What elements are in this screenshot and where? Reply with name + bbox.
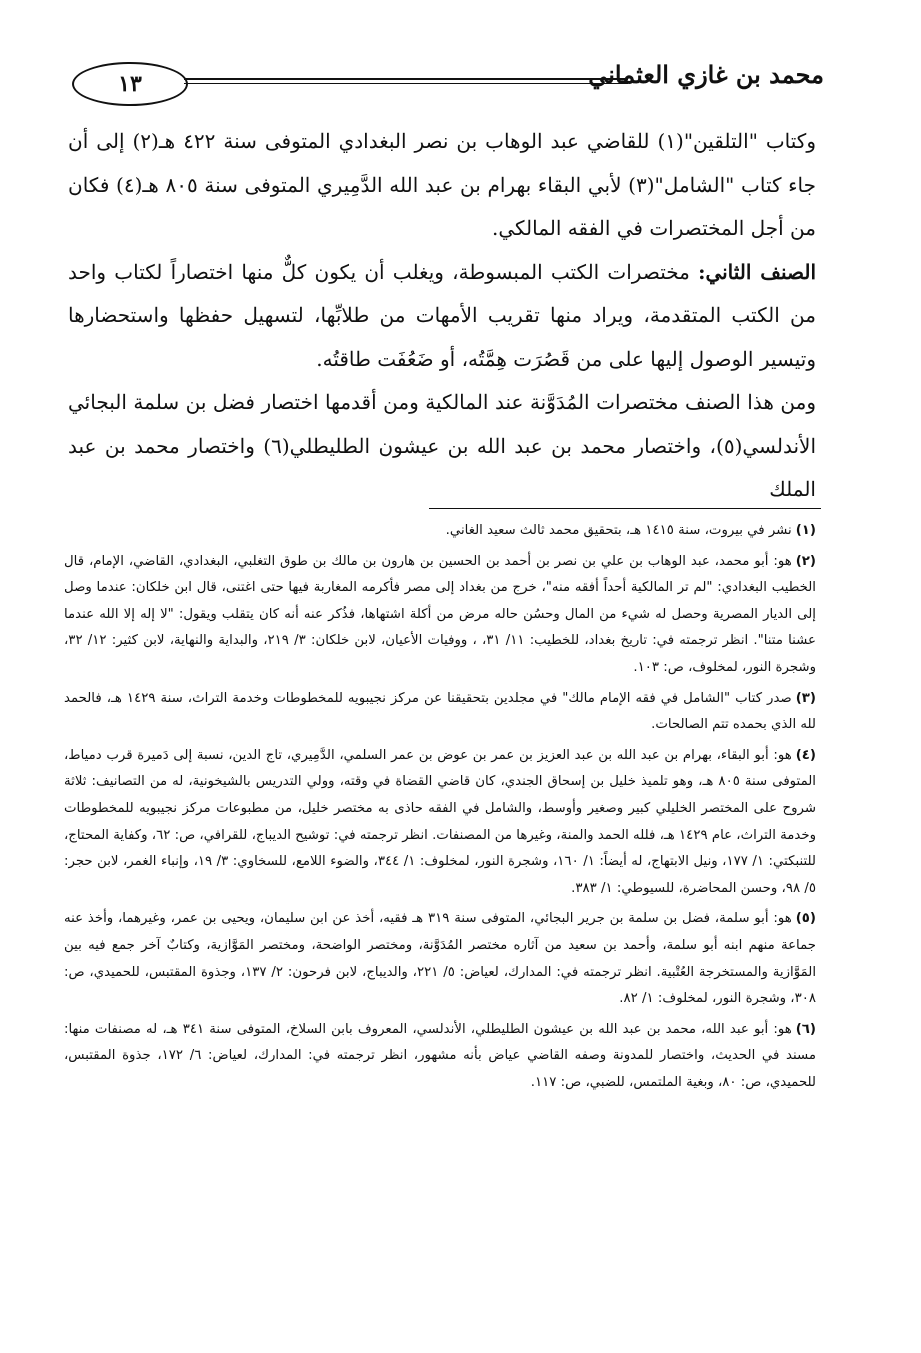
footnote-text: صدر كتاب "الشامل في فقه الإمام مالك" في مجلدين بتحقيقنا عن مركز نجيبويه للمخطوطات وخدمة التراث، سنة ١٤٢٩ هـ، فالحمد لله الذي بحمده تتم الصالحات. [64, 690, 816, 733]
footnote-number: (١) [795, 523, 816, 538]
footnote-text: هو: أبو عبد الله، محمد بن عبد الله بن عيشون الطليطلي، الأندلسي، المعروف بابن السلاخ، المتوفى سنة ٣٤١ هـ، له مصنفات منها: مسند في الحديث، واختصار للمدونة وصفه القاضي عياض بأنه مشهور، انظر ترجمته في: المدارك، لعياض: ٦/ ١٧٢، جذوة المقتبس، للحميدي، ص: ٨٠، وبغية الملتمس، للضبي، ص: ١١٧. [64, 1021, 816, 1090]
footnote-number: (٤) [795, 747, 816, 763]
footnote-text: هو: أبو البقاء، بهرام بن عبد الله بن عبد العزيز بن عمر بن عوض بن عمر السلمي، الدَّمِيري، تاج الدين، نسبة إلى دَميرة قرب دمياط، المتوفى سنة ٨٠٥ هـ، وهو تلميذ خليل بن إسحاق الجندي، كان قاضي القضاة في وقته، وولي التدريس بالشيخونية، له من التصانيف: ثلاثة شروح على المختصر الخليلي كبير وصغير وأوسط، والشامل في الفقه حاذى به مختصر خليل، من مطبوعات مركز نجيبويه للمخطوطات وخدمة التراث، عام ١٤٢٩ هـ، فلله الحمد والمنة، وغيرها من المصنفات. انظر ترجمته في: توشيح الديباج، للقرافي، ص: ٦٢، وكفاية المحتاج، للتنبكتي: ١/ ١٧٧، ونيل الابتهاج، له أيضاً: ١/ ١٦٠، وشجرة النور، لمخلوف: ١/ ٣٤٤، والضوء اللامع، للسخاوي: ٣/ ١٩، وإنباء الغمر، لابن حجر: ٥/ ٩٨، وحسن المحاضرة، للسيوطي: ١/ ٣٨٣. [64, 747, 817, 896]
footnote [64, 1017, 816, 1097]
footnote-text: هو: أبو محمد، عبد الوهاب بن علي بن نصر بن أحمد بن الحسين بن هارون بن مالك بن طوق التغلبي، البغدادي، القاضي، الإمام، قال الخطيب البغدادي: "لم تر المالكية أحداً أفقه منه"، خرج من بغداد إلى مصر فأكرمه المغاربة فيها حتى اغتنى، قال ابن خلكان: عندما وصل إلى الديار المصرية وحصل له شيء من المال وحسُن حاله مرض من أكلة اشتهاها، فذُكر عنه أنه كان يتقلب ويقول: "لا إله إلا الله عندما عشنا متنا". انظر ترجمته في: تاريخ بغداد، للخطيب: ١١/ ٣١، ، ووفيات الأعيان، لابن خلكان: ٣/ ٢١٩، والبداية والنهاية، لابن كثير: ١٢/ ٣٢، وشجرة النور، لمخلوف، ص: ١٠٣. [64, 553, 816, 675]
footnote [64, 549, 816, 682]
footnotes [64, 518, 816, 1100]
footnote [64, 686, 816, 739]
page-header [64, 56, 824, 108]
footnote-text: نشر في بيروت، سنة ١٤١٥ هـ، بتحقيق محمد ثالث سعيد الغاني. [445, 523, 792, 538]
footnote-text: هو: أبو سلمة، فضل بن سلمة بن جرير البجائي، المتوفى سنة ٣١٩ هـ فقيه، أخذ عن ابن سليمان، ويحيى بن عمر، وغيرهما، وأخذ عنه جماعة منهم ابنه أبو سلمة، وأحمد بن سعيد من آثاره مختصر المُدَوَّنة، ومختصر الواضحة، ومختصر المَوَّازية، وكتابٌ آخر جمع فيه بين المَوَّازية والمستخرجة العُتْبية. انظر ترجمته في: المدارك، لعياض: ٥/ ٢٢١، والديباج، لابن فرحون: ٢/ ١٣٧، وجذوة المقتبس، للحميدي، ص: ٣٠٨، وشجرة النور، لمخلوف: ١/ ٨٢. [64, 911, 817, 1007]
footnote-separator [429, 508, 821, 509]
body-paragraph [68, 251, 816, 382]
running-title: محمد بن غازي العثماني [588, 60, 824, 89]
header-rule-thin [184, 83, 628, 84]
footnote [64, 518, 816, 545]
footnote-number: (٢) [795, 553, 816, 569]
body-paragraph [68, 381, 816, 512]
paragraph-text: مختصرات الكتب المبسوطة، ويغلب أن يكون كلٌّ منها اختصاراً لكتاب واحد من الكتب المتقدمة، ويراد منها تقريب الأمهات من طلابِّها، لتسهيل حفظها واستحضارها وتيسير الوصول إليها على من قَصُرَت هِمَّتُه، أو ضَعُفَت طاقتُه. [68, 259, 816, 371]
footnote-number: (٥) [795, 911, 816, 927]
body-paragraph [68, 120, 816, 251]
footnote [64, 906, 816, 1012]
footnote [64, 743, 816, 903]
footnote-number: (٦) [795, 1021, 816, 1037]
main-text [68, 120, 816, 512]
footnote-number: (٣) [795, 690, 816, 706]
paragraph-text: وكتاب "التلقين"(١) للقاضي عبد الوهاب بن نصر البغدادي المتوفى سنة ٤٢٢ هـ(٢) إلى أن جاء كتاب "الشامل"(٣) لأبي البقاء بهرام بن عبد الله الدَّمِيري المتوفى سنة ٨٠٥ هـ(٤) فكان من أجل المختصرات في الفقه المالكي. [68, 129, 817, 240]
page-number: ١٣ [72, 62, 188, 106]
section-heading: الصنف الثاني: [698, 259, 817, 284]
header-rule [184, 78, 628, 80]
paragraph-text: ومن هذا الصنف مختصرات المُدَوَّنة عند المالكية ومن أقدمها اختصار فضل بن سلمة البجائي الأندلسي(٥)، واختصار محمد بن عبد الله بن عيشون الطليطلي(٦) واختصار محمد بن عبد الملك [68, 390, 816, 501]
